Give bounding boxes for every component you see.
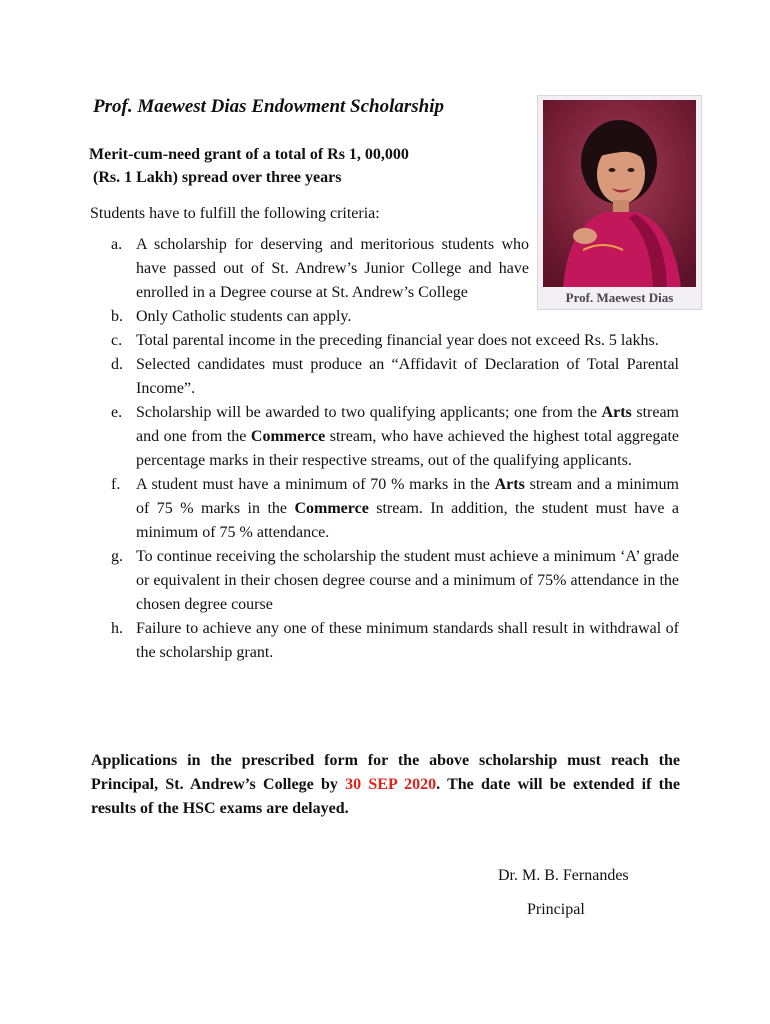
criteria-item — [111, 233, 529, 305]
criteria-text: Total parental income in the preceding financial year does not exceed Rs. 5 lakhs. — [136, 332, 659, 349]
stream-arts: Arts — [494, 476, 525, 493]
criteria-item — [111, 329, 679, 353]
criteria-item — [111, 473, 679, 545]
criteria-text: Only Catholic students can apply. — [136, 308, 352, 325]
criteria-marker: e. — [111, 404, 123, 421]
signatory-role: Principal — [527, 901, 585, 918]
deadline-date: 30 SEP 2020 — [345, 776, 437, 793]
grant-line-2: (Rs. 1 Lakh) spread over three years — [89, 169, 342, 186]
criteria-text-part: stream. In addition, the student must have a minimum of 75 % attendance. — [136, 500, 680, 541]
stream-arts: Arts — [601, 404, 632, 421]
criteria-text: To continue receiving the scholarship the student must achieve a minimum ‘A’ grade or equivalent in their chosen degree course and a minimum of 75% attendance in the chosen degree course — [136, 548, 679, 613]
criteria-item — [111, 401, 679, 473]
criteria-text-part: Scholarship will be awarded to two qualifying applicants; one from the — [136, 404, 602, 421]
criteria-marker: a. — [111, 236, 123, 253]
criteria-marker: b. — [111, 308, 123, 325]
criteria-text: Selected candidates must produce an “Affidavit of Declaration of Total Parental Income”. — [136, 356, 679, 397]
criteria-marker: h. — [111, 620, 123, 637]
criteria-marker: f. — [111, 476, 121, 493]
stream-commerce: Commerce — [294, 500, 369, 517]
grant-description — [89, 143, 519, 189]
criteria-list — [111, 233, 679, 665]
notice-text-after: . The date will be extended if the results of the HSC exams are delayed. — [91, 776, 680, 817]
stream-commerce: Commerce — [250, 428, 326, 445]
photo-caption: Prof. Maewest Dias — [565, 290, 674, 305]
criteria-item — [111, 305, 679, 329]
criteria-text-part: stream, who have achieved the highest total aggregate percentage marks in their respective streams, out of the qualifying applicants. — [136, 428, 680, 469]
deadline-notice — [91, 749, 680, 821]
document-title: Prof. Maewest Dias Endowment Scholarship — [93, 96, 445, 117]
criteria-text: Failure to achieve any one of these minimum standards shall result in withdrawal of the scholarship grant. — [136, 620, 679, 661]
criteria-marker: g. — [111, 548, 123, 565]
notice-text-before: Applications in the prescribed form for the above scholarship must reach the Principal, St. Andrew’s College by — [91, 752, 680, 793]
criteria-text-part: A student must have a minimum of 70 % marks in the — [136, 476, 495, 493]
criteria-marker: d. — [111, 356, 123, 373]
criteria-text-part: stream and a minimum of 75 % marks in the — [136, 476, 679, 517]
criteria-intro: Students have to fulfill the following criteria: — [90, 205, 380, 222]
criteria-text-part: stream and one from the — [136, 404, 679, 445]
criteria-marker: c. — [111, 332, 123, 349]
criteria-item — [111, 545, 679, 617]
criteria-text: A scholarship for deserving and meritorious students who have passed out of St. Andrew’s Junior College and have enrolled in a Degree course at St. Andrew’s College — [136, 236, 529, 301]
criteria-item — [111, 353, 679, 401]
signatory-name: Dr. M. B. Fernandes — [498, 867, 629, 884]
criteria-item — [111, 617, 679, 665]
grant-line-1: Merit-cum-need grant of a total of Rs 1, 00,000 — [89, 146, 409, 163]
